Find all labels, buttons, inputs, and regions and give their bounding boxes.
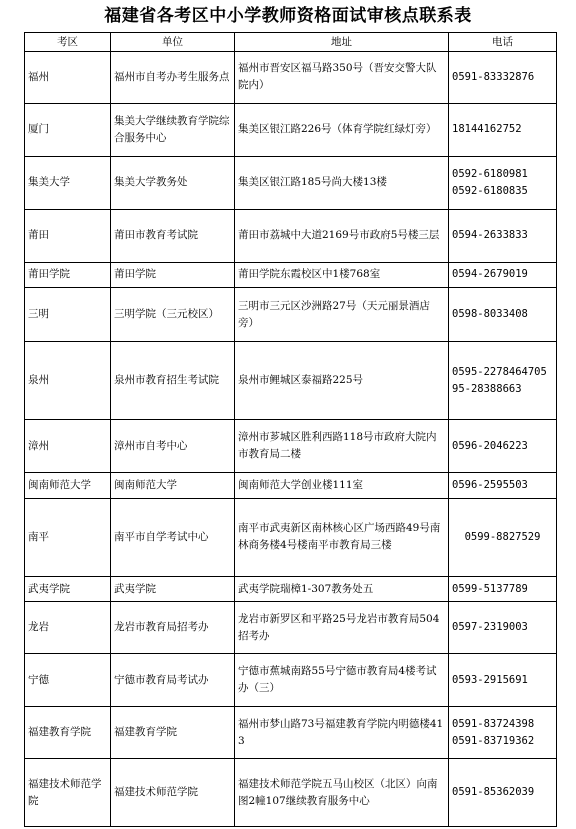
cell-region: 南平 <box>25 498 111 576</box>
cell-region: 莆田学院 <box>25 262 111 287</box>
cell-phone: 0599-5137789 <box>449 577 557 602</box>
cell-region: 武夷学院 <box>25 577 111 602</box>
cell-address: 福建技术师范学院五马山校区（北区）向南图2幢107继续教育服务中心 <box>235 759 449 827</box>
cell-unit: 南平市自学考试中心 <box>111 498 235 576</box>
column-header-address: 地址 <box>235 33 449 52</box>
cell-phone: 0593-2915691 <box>449 654 557 707</box>
column-header-region: 考区 <box>25 33 111 52</box>
cell-phone: 18144162752 <box>449 103 557 156</box>
cell-unit: 龙岩市教育局招考办 <box>111 602 235 654</box>
table-row <box>25 759 557 827</box>
cell-unit: 泉州市教育招生考试院 <box>111 342 235 420</box>
table-row <box>25 262 557 287</box>
table-row <box>25 707 557 759</box>
page-title: 福建省各考区中小学教师资格面试审核点联系表 <box>104 6 472 26</box>
cell-region: 福州 <box>25 52 111 104</box>
cell-region: 集美大学 <box>25 156 111 209</box>
cell-phone: 0595-227846470595-28388663 <box>449 342 557 420</box>
cell-phone: 0591-83332876 <box>449 52 557 104</box>
cell-unit: 莆田学院 <box>111 262 235 287</box>
cell-address: 龙岩市新罗区和平路25号龙岩市教育局504招考办 <box>235 602 449 654</box>
cell-address: 泉州市鲤城区泰福路225号 <box>235 342 449 420</box>
table-row <box>25 103 557 156</box>
cell-phone: 0596-2595503 <box>449 473 557 498</box>
cell-address: 三明市三元区沙洲路27号（天元丽景酒店旁） <box>235 288 449 342</box>
cell-phone: 0591-85362039 <box>449 759 557 827</box>
table-row <box>25 654 557 707</box>
table-row <box>25 288 557 342</box>
cell-region: 龙岩 <box>25 602 111 654</box>
cell-phone: 0592-6180981 0592-6180835 <box>449 156 557 209</box>
cell-unit: 集美大学教务处 <box>111 156 235 209</box>
cell-unit: 集美大学继续教育学院综合服务中心 <box>111 103 235 156</box>
cell-phone: 0594-2679019 <box>449 262 557 287</box>
table-row <box>25 577 557 602</box>
cell-region: 福建教育学院 <box>25 707 111 759</box>
table-row <box>25 52 557 104</box>
cell-region: 漳州 <box>25 420 111 473</box>
cell-unit: 漳州市自考中心 <box>111 420 235 473</box>
column-header-phone: 电话 <box>449 33 557 52</box>
cell-unit: 福建技术师范学院 <box>111 759 235 827</box>
cell-address: 莆田学院东霞校区中1楼768室 <box>235 262 449 287</box>
cell-phone: 0598-8033408 <box>449 288 557 342</box>
table-row <box>25 498 557 576</box>
cell-unit: 闽南师范大学 <box>111 473 235 498</box>
cell-address: 莆田市荔城中大道2169号市政府5号楼三层 <box>235 209 449 262</box>
cell-region: 三明 <box>25 288 111 342</box>
cell-address: 漳州市芗城区胜利西路118号市政府大院内市教育局二楼 <box>235 420 449 473</box>
cell-region: 福建技术师范学院 <box>25 759 111 827</box>
cell-address: 宁德市蕉城南路55号宁德市教育局4楼考试办（三） <box>235 654 449 707</box>
table-row <box>25 473 557 498</box>
table-row <box>25 156 557 209</box>
cell-region: 宁德 <box>25 654 111 707</box>
table-row <box>25 602 557 654</box>
cell-phone: 0594-2633833 <box>449 209 557 262</box>
table-row <box>25 342 557 420</box>
cell-region: 莆田 <box>25 209 111 262</box>
cell-address: 福州市梦山路73号福建教育学院内明德楼413 <box>235 707 449 759</box>
cell-unit: 宁德市教育局考试办 <box>111 654 235 707</box>
cell-address: 南平市武夷新区南林核心区广场西路49号南林商务楼4号楼南平市教育局三楼 <box>235 498 449 576</box>
cell-unit: 福州市自考办考生服务点 <box>111 52 235 104</box>
cell-region: 闽南师范大学 <box>25 473 111 498</box>
cell-phone: 0597-2319003 <box>449 602 557 654</box>
cell-phone: 0599-8827529 <box>449 498 557 576</box>
table-header-row <box>25 33 557 52</box>
contact-table <box>24 32 557 827</box>
cell-address: 闽南师范大学创业楼111室 <box>235 473 449 498</box>
cell-unit: 武夷学院 <box>111 577 235 602</box>
cell-region: 泉州 <box>25 342 111 420</box>
cell-unit: 三明学院（三元校区） <box>111 288 235 342</box>
cell-phone: 0596-2046223 <box>449 420 557 473</box>
cell-address: 福州市晋安区福马路350号（晋安交警大队院内） <box>235 52 449 104</box>
cell-unit: 福建教育学院 <box>111 707 235 759</box>
cell-address: 武夷学院瑞樟1-307教务处五 <box>235 577 449 602</box>
cell-region: 厦门 <box>25 103 111 156</box>
table-row <box>25 209 557 262</box>
cell-address: 集美区银江路226号（体育学院红绿灯旁） <box>235 103 449 156</box>
cell-unit: 莆田市教育考试院 <box>111 209 235 262</box>
cell-phone: 0591-83724398 0591-83719362 <box>449 707 557 759</box>
table-row <box>25 420 557 473</box>
column-header-unit: 单位 <box>111 33 235 52</box>
cell-address: 集美区银江路185号尚大楼13楼 <box>235 156 449 209</box>
